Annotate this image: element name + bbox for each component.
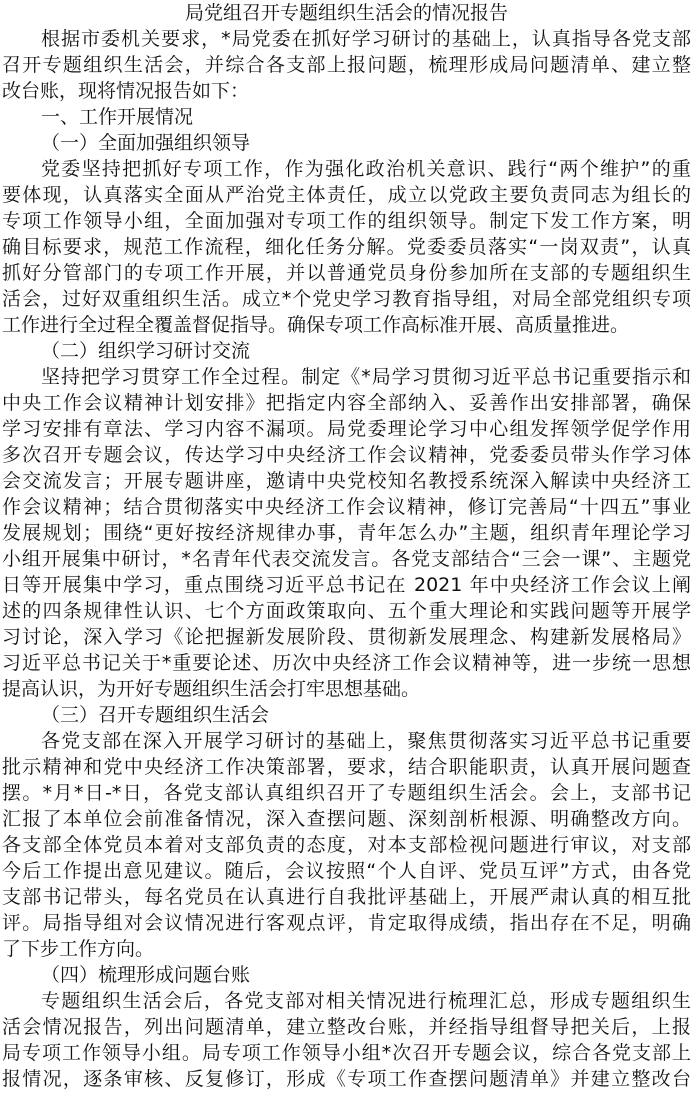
paragraph-line: 工作进行全过程全覆盖督促指导。确保专项工作高标准开展、高质量推进。 [2, 314, 630, 336]
subsection-heading: （一）全面加强组织领导 [41, 132, 251, 154]
paragraph-line: 专项工作领导小组，全面加强对专项工作的组织领导。制定下发工作方案，明 [2, 210, 691, 232]
paragraph-line: 评。局指导组对会议情况进行客观点评，肯定取得成绩，指出存在不足，明确 [2, 912, 691, 934]
paragraph-line: 支部书记带头，每名党员在认真进行自我批评基础上，开展严肃认真的相互批 [2, 886, 691, 908]
paragraph-line: 发展规划；围绕“更好按经济规律办事，青年怎么办”主题，组织青年理论学习 [2, 522, 691, 544]
paragraph-line: 活会情况报告，列出问题清单，建立整改台账，并经指导组督导把关后，上报 [2, 1016, 691, 1038]
paragraph-line: 作会议精神；结合贯彻落实中央经济工作会议精神，修订完善局“十四五”事业 [2, 496, 691, 518]
paragraph-line: 各支部全体党员本着对支部负责的态度，对本支部检视问题进行审议，对支部 [2, 834, 691, 856]
paragraph-line: 局专项工作领导小组。局专项工作领导小组*次召开专题会议，综合各党支部上 [2, 1042, 691, 1064]
paragraph-line: 提高认识，为开好专题组织生活会打牢思想基础。 [2, 678, 421, 700]
subsection-heading: （四）梳理形成问题台账 [41, 964, 251, 986]
paragraph-line: 习讨论，深入学习《论把握新发展阶段、贯彻新发展理念、构建新发展格局》 [2, 626, 691, 648]
subsection-organization-leadership [0, 130, 693, 338]
subsection-heading: （二）组织学习研讨交流 [41, 340, 251, 362]
paragraph-line: 确目标要求，规范工作流程，细化任务分解。党委委员落实“一岗双责”，认真 [2, 236, 691, 258]
paragraph-line: 各党支部在深入开展学习研讨的基础上，聚焦贯彻落实习近平总书记重要 [41, 730, 691, 752]
paragraph-line: 专题组织生活会后，各党支部对相关情况进行梳理汇总，形成专题组织生 [41, 990, 691, 1012]
paragraph-line: 多次召开专题会议，传达学习中央经济工作会议精神，党委委员带头作学习体 [2, 444, 691, 466]
subsection-heading: （三）召开专题组织生活会 [41, 704, 270, 726]
document-title: 局党组召开专题组织生活会的情况报告 [184, 2, 508, 24]
paragraph-line: 召开专题组织生活会，并综合各支部上报问题，梳理形成局问题清单、建立整 [2, 54, 691, 76]
paragraph-line: 改台账，现将情况报告如下： [2, 80, 250, 102]
subsection-study-discussion [0, 338, 693, 702]
subsection-problem-ledger [0, 962, 693, 1092]
paragraph-line: 报情况，逐条审核、反复修订，形成《专项工作查摆问题清单》并建立整改台 [2, 1068, 691, 1090]
paragraph-line: 中央工作会议精神计划安排》把指定内容全部纳入、妥善作出安排部署，确保 [2, 392, 691, 414]
subsection-organization-meeting [0, 702, 693, 962]
paragraph-line: 习近平总书记关于*重要论述、历次中央经济工作会议精神等，进一步统一思想 [2, 652, 691, 674]
paragraph-line: 抓好分管部门的专项工作开展，并以普通党员身份参加所在支部的专题组织生 [2, 262, 691, 284]
paragraph-line: 日等开展集中学习，重点围绕习近平总书记在 2021 年中央经济工作会议上阐 [2, 574, 691, 596]
paragraph-line: 了下步工作方向。 [2, 938, 155, 960]
paragraph-line: 今后工作提出意见建议。随后，会议按照“个人自评、党员互评”方式，由各党 [2, 860, 691, 882]
paragraph-line: 党委坚持把抓好专项工作，作为强化政治机关意识、践行“两个维护”的重 [41, 158, 691, 180]
paragraph-line: 汇报了本单位会前准备情况，深入查摆问题、深刻剖析根源、明确整改方向。 [2, 808, 691, 830]
paragraph-line: 活会，过好双重组织生活。成立*个党史学习教育指导组，对局全部党组织专项 [2, 288, 691, 310]
paragraph-line: 述的四条规律性认识、七个方面政策取向、五个重大理论和实践问题等开展学 [2, 600, 691, 622]
paragraph-line: 要体现，认真落实全面从严治党主体责任，成立以党政主要负责同志为组长的 [2, 184, 691, 206]
paragraph-line: 小组开展集中研讨，*名青年代表交流发言。各党支部结合“三会一课”、主题党 [2, 548, 691, 570]
paragraph-line: 摆。*月*日-*日，各党支部认真组织召开了专题组织生活会。会上，支部书记 [2, 782, 691, 804]
paragraph-line: 坚持把学习贯穿工作全过程。制定《*局学习贯彻习近平总书记重要指示和 [41, 366, 691, 388]
intro-paragraph [0, 26, 693, 104]
paragraph-line: 批示精神和党中央经济工作决策部署，要求，结合职能职责，认真开展问题查 [2, 756, 691, 778]
paragraph-line: 根据市委机关要求，*局党委在抓好学习研讨的基础上，认真指导各党支部 [41, 28, 691, 50]
paragraph-line: 会交流发言；开展专题讲座，邀请中央党校知名教授系统深入解读中央经济工 [2, 470, 691, 492]
section-heading: 一、工作开展情况 [41, 106, 194, 128]
paragraph-line: 学习安排有章法、学习内容不漏项。局党委理论学习中心组发挥领学促学作用 [2, 418, 691, 440]
